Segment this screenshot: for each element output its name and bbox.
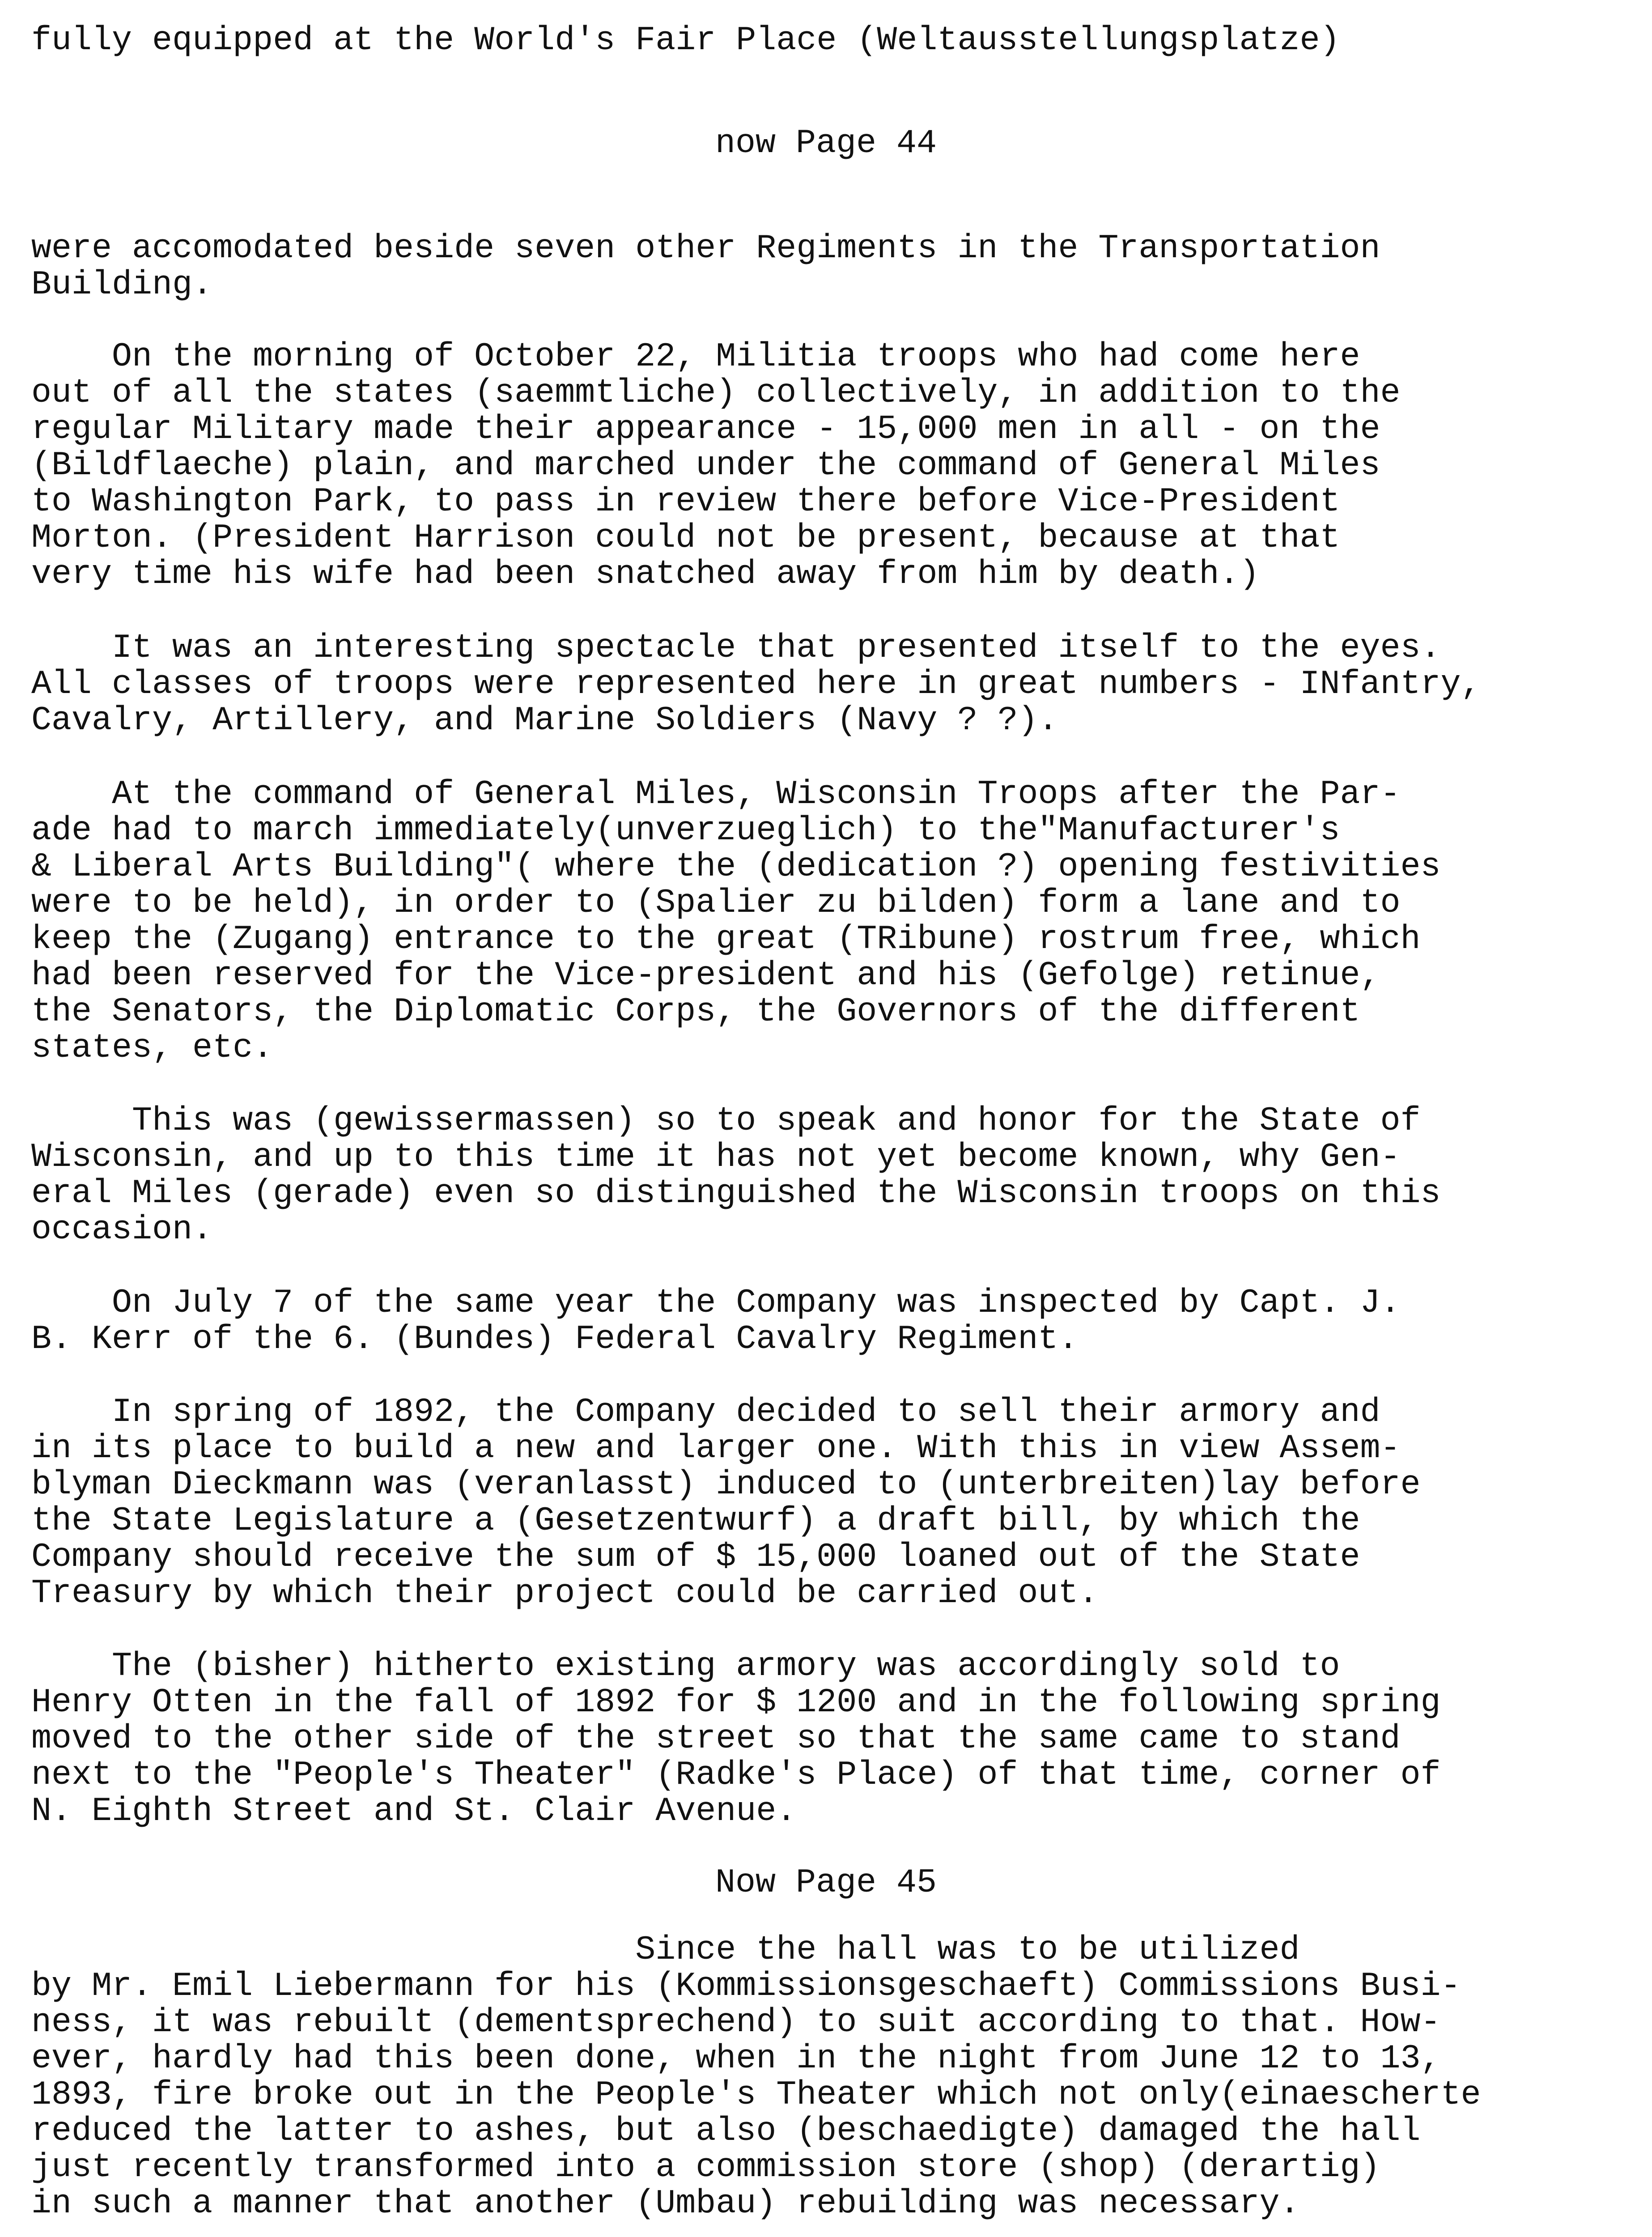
text-line: blyman Dieckmann was (veranlasst) induced to (unterbreiten)lay before — [31, 1466, 1421, 1504]
text-line: very time his wife had been snatched away from him by death.) — [31, 555, 1260, 593]
text-line: Treasury by which their project could be carried out. — [31, 1574, 1099, 1612]
top-line: fully equipped at the World's Fair Place (Weltausstellungsplatze) — [31, 21, 1340, 60]
text-line: Company should receive the sum of $ 15,000 loaned out of the State — [31, 1538, 1360, 1576]
text-line: in its place to build a new and larger one. With this in view Assem- — [31, 1429, 1401, 1467]
text-line: ade had to march immediately(unverzueglich) to the"Manufacturer's — [31, 812, 1340, 850]
text-line: ever, hardly had this been done, when in the night from June 12 to 13, — [31, 2040, 1441, 2078]
text-line: B. Kerr of the 6. (Bundes) Federal Cavalry Regiment. — [31, 1320, 1079, 1358]
page-marker-44: now Page 44 — [715, 124, 937, 162]
text-line: keep the (Zugang) entrance to the great (TRibune) rostrum free, which — [31, 920, 1421, 958]
text-line: the Senators, the Diplomatic Corps, the Governors of the different — [31, 993, 1360, 1031]
text-line: had been reserved for the Vice-president and his (Gefolge) retinue, — [31, 957, 1380, 995]
page-marker-45: Now Page 45 — [715, 1864, 937, 1902]
text-line: 1893, fire broke out in the People's Theater which not only(einaescherte — [31, 2076, 1481, 2114]
text-line: were to be held), in order to (Spalier zu bilden) form a lane and to — [31, 884, 1401, 922]
text-line: just recently transformed into a commission store (shop) (derartig) — [31, 2148, 1380, 2186]
text-line: eral Miles (gerade) even so distinguished the Wisconsin troops on this — [31, 1174, 1441, 1212]
text-line: the State Legislature a (Gesetzentwurf) a draft bill, by which the — [31, 1502, 1360, 1540]
text-line: ness, it was rebuilt (dementsprechend) to suit according to that. How- — [31, 2003, 1441, 2041]
text-line: next to the "People's Theater" (Radke's Place) of that time, corner of — [31, 1756, 1441, 1794]
text-line: N. Eighth Street and St. Clair Avenue. — [31, 1792, 797, 1830]
text-line: It was an interesting spectacle that presented itself to the eyes. — [31, 629, 1441, 667]
text-line: out of all the states (saemmtliche) collectively, in addition to the — [31, 374, 1401, 412]
text-line: reduced the latter to ashes, but also (beschaedigte) damaged the hall — [31, 2112, 1421, 2150]
text-line: Cavalry, Artillery, and Marine Soldiers (Navy ? ?). — [31, 702, 1058, 740]
text-line: Since the hall was to be utilized — [31, 1931, 1300, 1969]
text-line: This was (gewissermassen) so to speak and honor for the State of — [31, 1102, 1421, 1140]
text-line: On the morning of October 22, Militia troops who had come here — [31, 338, 1360, 376]
text-line: At the command of General Miles, Wisconsin Troops after the Par- — [31, 775, 1401, 813]
text-line: Morton. (President Harrison could not be present, because at that — [31, 519, 1340, 557]
text-line: (Bildflaeche) plain, and marched under the command of General Miles — [31, 447, 1380, 485]
text-line: Henry Otten in the fall of 1892 for $ 1200 and in the following spring — [31, 1684, 1441, 1722]
text-line: were accomodated beside seven other Regiments in the Transportation — [31, 230, 1380, 268]
text-line: On July 7 of the same year the Company was inspected by Capt. J. — [31, 1284, 1401, 1322]
text-line: In spring of 1892, the Company decided to sell their armory and — [31, 1393, 1380, 1431]
text-line: All classes of troops were represented here in great numbers - INfantry, — [31, 665, 1481, 703]
text-line: occasion. — [31, 1211, 213, 1249]
text-line: in such a manner that another (Umbau) rebuilding was necessary. — [31, 2185, 1300, 2223]
text-line: to Washington Park, to pass in review there before Vice-President — [31, 483, 1340, 521]
text-line: regular Military made their appearance - 15,000 men in all - on the — [31, 410, 1380, 448]
text-line: Wisconsin, and up to this time it has not yet become known, why Gen- — [31, 1138, 1401, 1176]
text-line: states, etc. — [31, 1029, 273, 1067]
text-line: Building. — [31, 266, 213, 304]
text-line: & Liberal Arts Building"( where the (dedication ?) opening festivities — [31, 848, 1441, 886]
text-line: moved to the other side of the street so that the same came to stand — [31, 1720, 1401, 1758]
text-line: The (bisher) hitherto existing armory was accordingly sold to — [31, 1647, 1340, 1685]
text-line: by Mr. Emil Liebermann for his (Kommissionsgeschaeft) Commissions Busi- — [31, 1967, 1461, 2005]
